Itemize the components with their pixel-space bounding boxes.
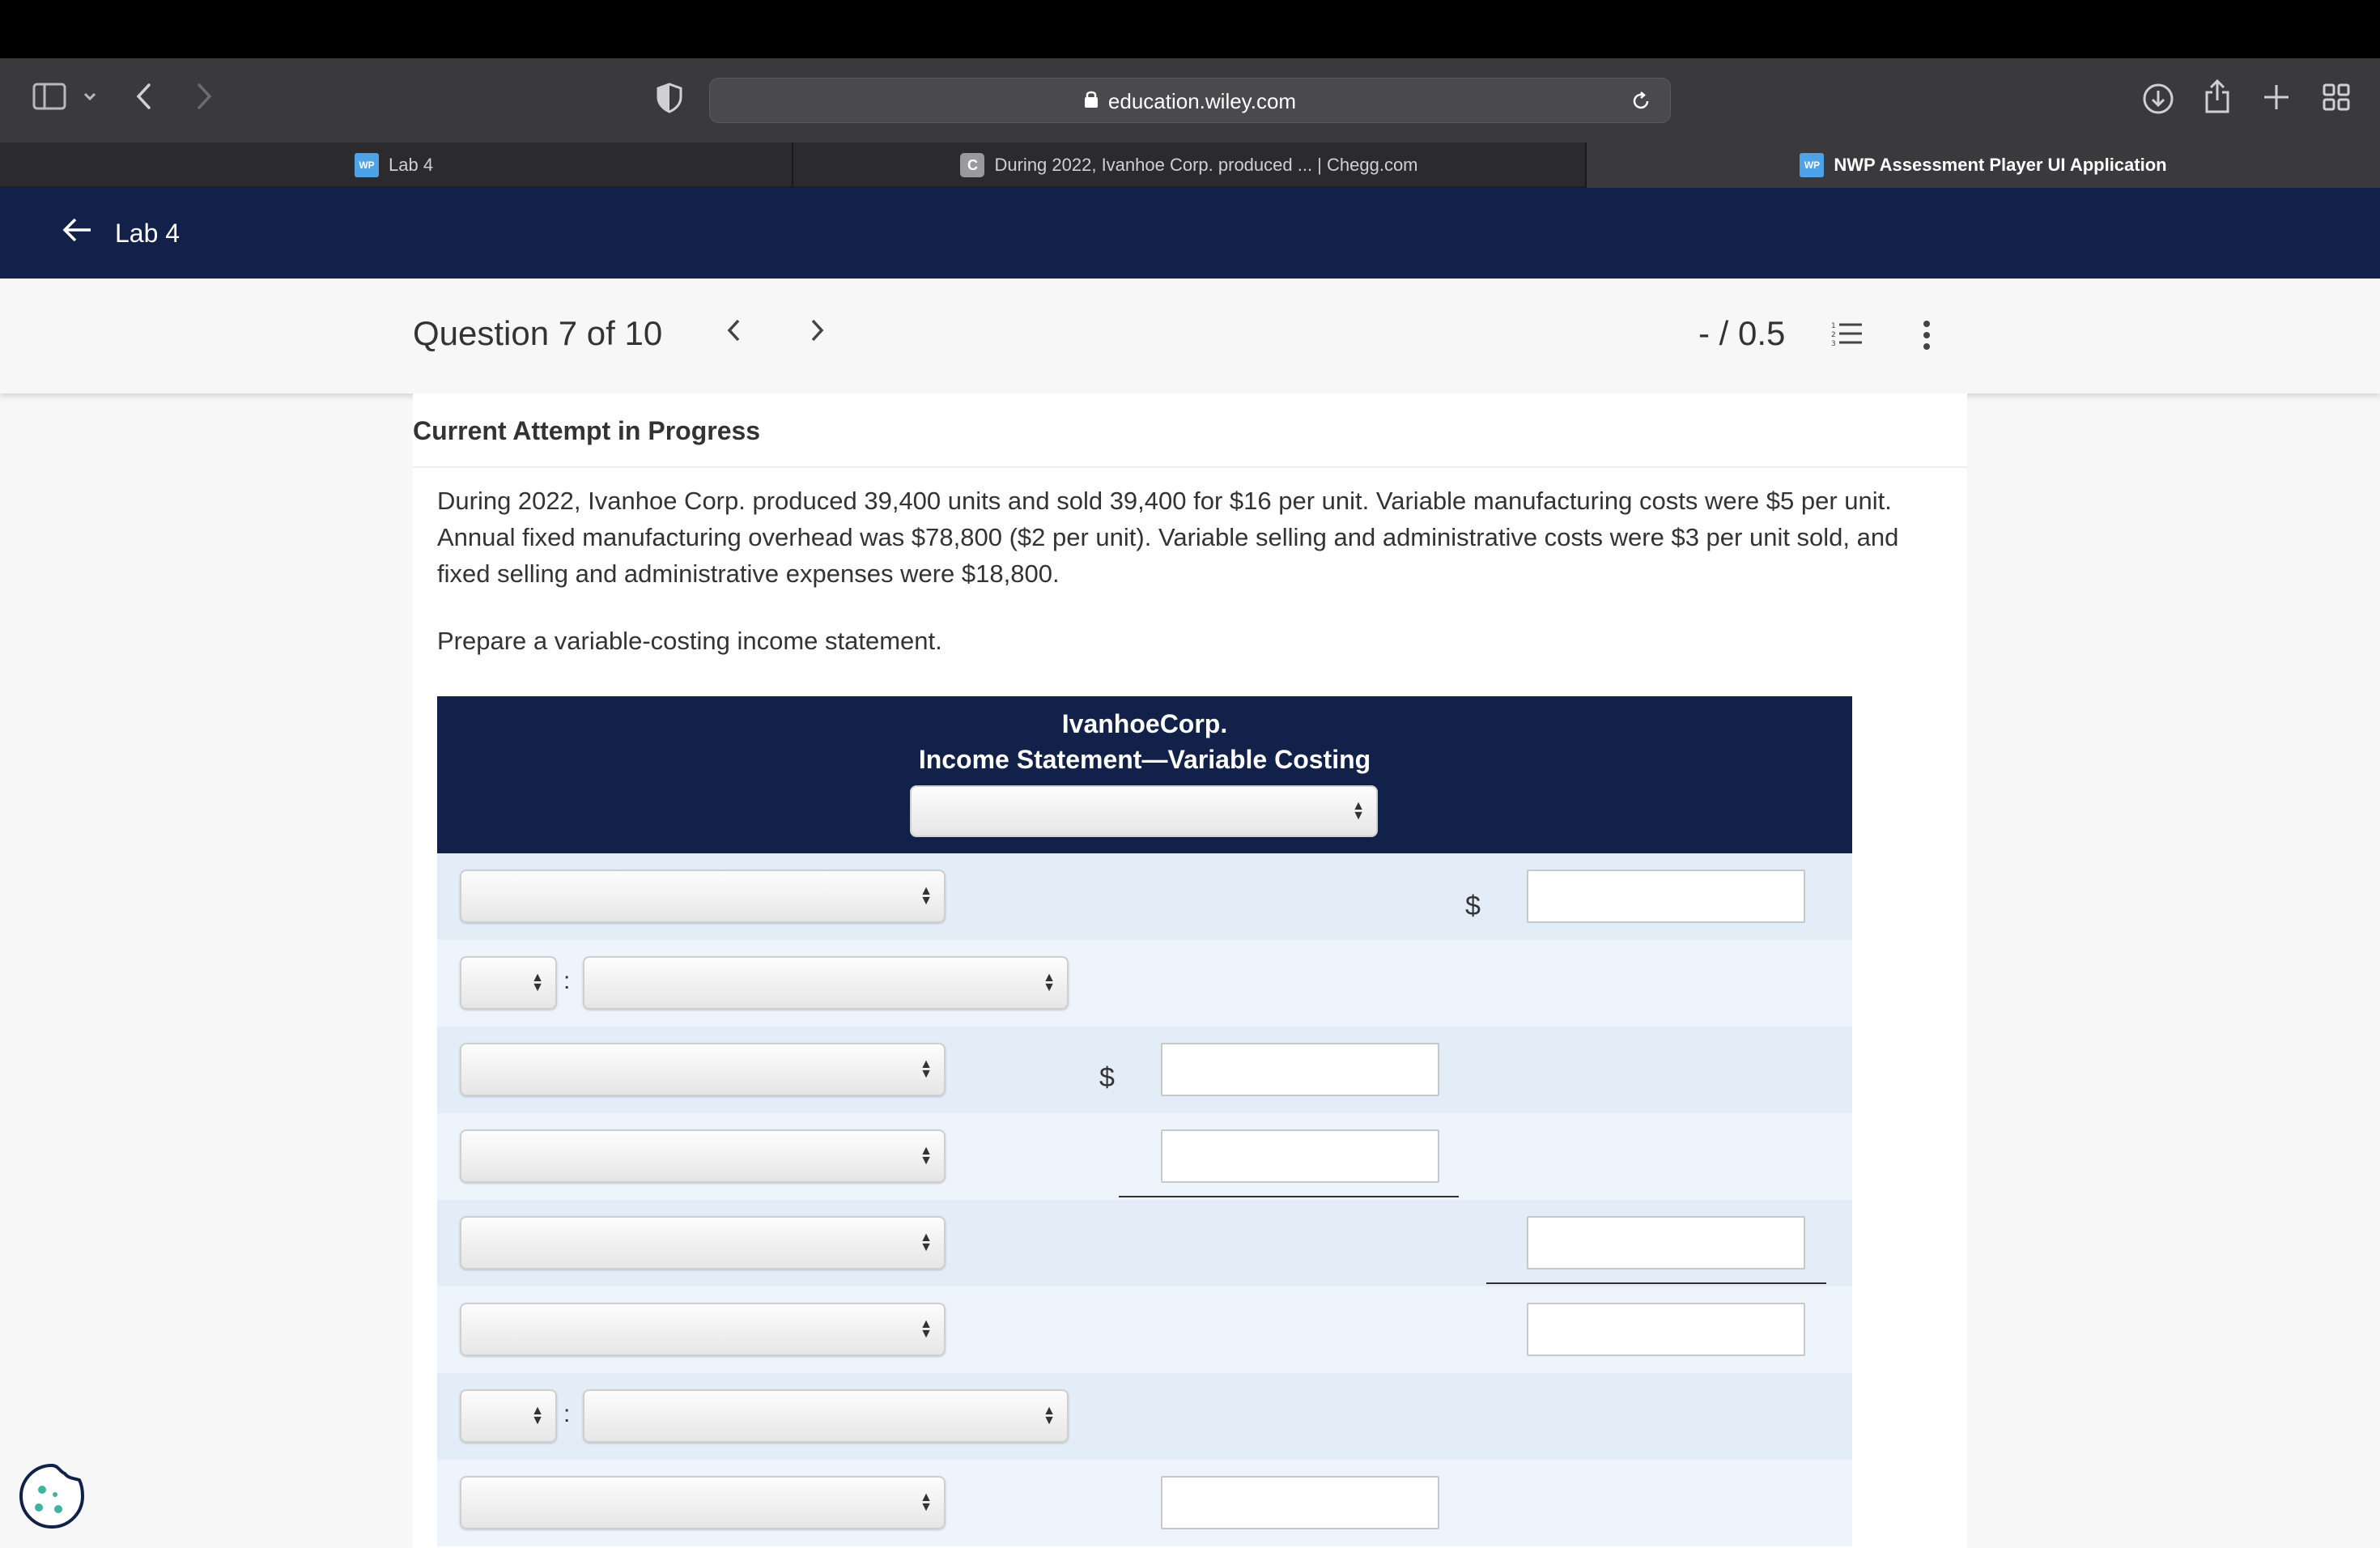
account-select[interactable] <box>460 1303 946 1356</box>
url-text: education.wiley.com <box>1107 88 1297 113</box>
back-to-lab-link[interactable] <box>62 188 180 279</box>
company-name: IvanhoeCorp. <box>1061 709 1228 738</box>
attempt-status: Current Attempt in Progress <box>413 416 761 445</box>
statement-row <box>437 940 1852 1027</box>
back-icon[interactable] <box>134 83 154 110</box>
svg-text:2: 2 <box>1831 331 1836 339</box>
back-link-label: Lab 4 <box>115 218 181 248</box>
amount-input[interactable] <box>1527 1303 1805 1356</box>
tab-label: NWP Assessment Player UI Application <box>1834 155 2167 175</box>
select-arrows-icon: ▲ ▼ <box>920 1491 933 1514</box>
select-arrows-icon: ▲ ▼ <box>531 1404 544 1427</box>
reload-icon[interactable] <box>1630 90 1652 113</box>
statement-row <box>437 1286 1852 1373</box>
tab-chegg[interactable] <box>793 142 1585 188</box>
subtotal-underline <box>1119 1196 1459 1197</box>
address-bar[interactable] <box>709 78 1671 123</box>
amount-input[interactable] <box>1527 1216 1805 1269</box>
heading-select[interactable] <box>583 1389 1069 1443</box>
arrow-left-icon <box>62 217 92 249</box>
question-content <box>413 393 1967 1548</box>
statement-row <box>437 1373 1852 1460</box>
wp-logo-icon: WP <box>355 153 379 177</box>
account-select[interactable] <box>460 1043 946 1096</box>
question-nav <box>0 279 2380 393</box>
share-icon[interactable] <box>2204 78 2231 115</box>
tab-bar <box>0 142 2380 188</box>
more-options-icon[interactable] <box>1920 319 1933 355</box>
chevron-down-icon[interactable] <box>83 89 97 104</box>
tab-nwp-assessment[interactable] <box>1587 142 2380 188</box>
colon-separator: : <box>563 968 571 994</box>
statement-title: Income Statement—Variable Costing <box>918 745 1371 774</box>
sidebar-toggle-icon[interactable] <box>32 83 66 110</box>
question-prompt: Prepare a variable-costing income statement. <box>437 627 942 655</box>
divider <box>413 466 1967 468</box>
download-icon[interactable] <box>2142 83 2174 115</box>
tab-lab-4[interactable] <box>0 142 792 188</box>
amount-input[interactable] <box>1161 1476 1439 1529</box>
dollar-sign: $ <box>1099 1062 1115 1093</box>
tab-label: Lab 4 <box>389 155 434 175</box>
select-arrows-icon: ▲ ▼ <box>920 1317 933 1341</box>
previous-question-icon[interactable] <box>725 316 743 349</box>
next-question-icon[interactable] <box>808 316 826 349</box>
heading-select[interactable] <box>583 956 1069 1010</box>
tab-overview-icon[interactable] <box>2322 83 2351 112</box>
period-select[interactable] <box>910 785 1378 837</box>
wp-logo-icon: WP <box>1800 153 1824 177</box>
account-select[interactable] <box>460 1216 946 1269</box>
question-counter: Question 7 of 10 <box>413 314 663 352</box>
amount-input[interactable] <box>1161 1129 1439 1183</box>
forward-icon[interactable] <box>194 83 214 110</box>
app-header <box>0 188 2380 279</box>
chegg-logo-icon: C <box>960 153 984 177</box>
select-arrows-icon: ▲ ▼ <box>1043 971 1056 994</box>
svg-text:3: 3 <box>1831 340 1836 348</box>
shield-icon[interactable] <box>656 83 683 113</box>
statement-row <box>437 1460 1852 1546</box>
select-arrows-icon: ▲ ▼ <box>920 884 933 908</box>
svg-text:1: 1 <box>1831 322 1836 330</box>
account-select[interactable] <box>460 1476 946 1529</box>
select-arrows-icon: ▲ ▼ <box>1043 1404 1056 1427</box>
lock-icon <box>1084 89 1099 114</box>
cookie-settings-icon[interactable] <box>18 1462 86 1534</box>
tab-label: During 2022, Ivanhoe Corp. produced ... | Chegg.com <box>994 155 1418 175</box>
select-arrows-icon: ▲ ▼ <box>1352 799 1365 823</box>
amount-input[interactable] <box>1527 870 1805 923</box>
colon-separator: : <box>563 1401 571 1427</box>
question-score: - / 0.5 <box>1698 314 1786 352</box>
os-menubar <box>0 0 2380 58</box>
select-arrows-icon: ▲ ▼ <box>920 1057 933 1081</box>
account-select[interactable] <box>460 870 946 923</box>
amount-input[interactable] <box>1161 1043 1439 1096</box>
operator-select[interactable] <box>460 1389 557 1443</box>
statement-row <box>437 1027 1852 1113</box>
income-statement-table <box>437 696 1852 1548</box>
question-text: During 2022, Ivanhoe Corp. produced 39,400 units and sold 39,400 for $16 per unit. Variable manufacturing costs were $5 per unit. Annual fixed manufacturing overhead was $78,800 ($2 per unit). Variable selling and administrative costs were $3 per unit sold, and fixed selling and administrative expenses were $18,800. <box>437 487 1899 588</box>
select-arrows-icon: ▲ ▼ <box>920 1144 933 1167</box>
new-tab-icon[interactable] <box>2262 83 2291 112</box>
select-arrows-icon: ▲ ▼ <box>531 971 544 994</box>
statement-row <box>437 853 1852 940</box>
subtotal-underline <box>1486 1282 1826 1284</box>
statement-header <box>437 696 1852 853</box>
account-select[interactable] <box>460 1129 946 1183</box>
operator-select[interactable] <box>460 956 557 1010</box>
statement-row <box>437 1113 1852 1200</box>
statement-row <box>437 1200 1852 1286</box>
question-list-icon[interactable] <box>1831 321 1864 352</box>
select-arrows-icon: ▲ ▼ <box>920 1231 933 1254</box>
dollar-sign: $ <box>1465 891 1481 921</box>
